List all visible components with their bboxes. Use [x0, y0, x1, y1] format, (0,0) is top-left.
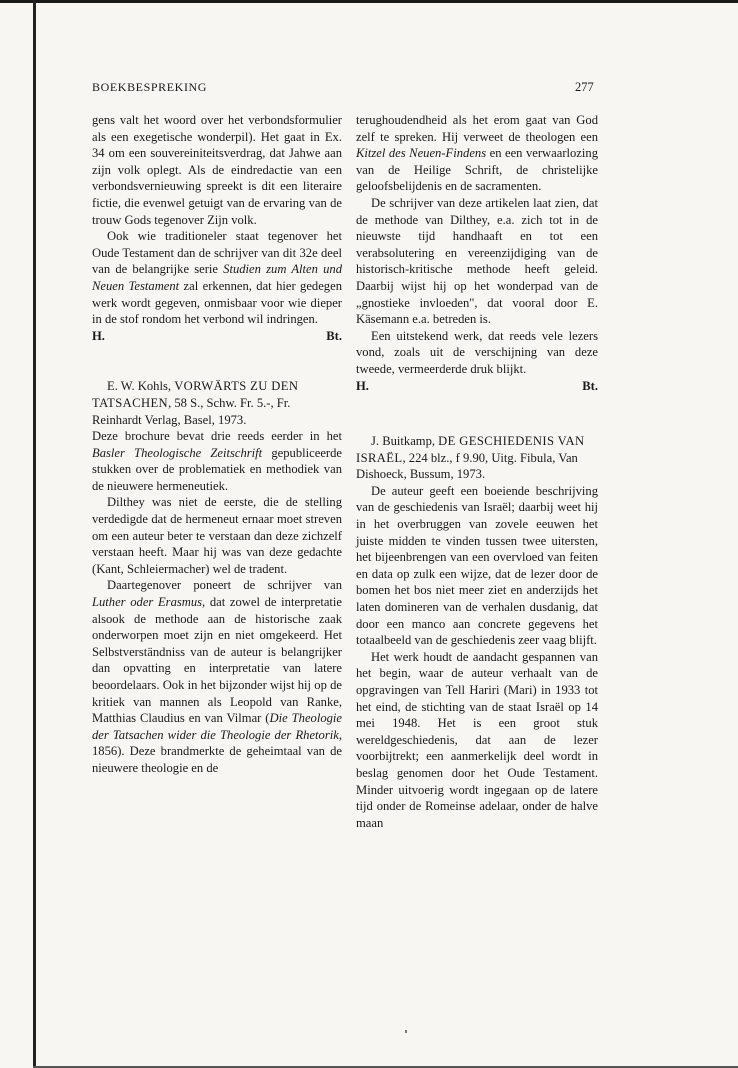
review2-cont-paragraph-3: Een uitstekend werk, dat reeds vele lezers vond, zoals uit de verschijning van deze tweede, vermeerderde druk blijkt. — [356, 328, 598, 376]
review3-paragraph-2: Het werk houdt de aandacht gespannen van het begin, waar de auteur verhaalt van de opgravingen van Tell Hariri (Mari) in 1933 tot het eind, de stichting van de staat Israël op 14 mei 1948. Het is een groot stuk wereldgeschiedenis, dat aan de lezer voorbijtrekt; een aanmerkelijk deel wordt in beslag genomen door het Oude Testament. Minder uitvoerig wordt ingegaan op de latere tijd onder de Romeinse adelaar, onder de halve maan — [356, 649, 598, 830]
quoted-phrase: Kitzel des Neuen-Findens — [356, 146, 487, 161]
signature-abbrev: Bt. — [582, 378, 598, 393]
review3-author: J. Buitkamp, — [371, 434, 439, 449]
text-run: dat zowel de interpretatie alsook de methode aan de historische zaak onderworpen moet zijn en niet omgekeerd. Het Selbstverständniss van de auteur is belangrijker dan opvatting en interpretatie van latere beoordelaars. Ook in het bijzonder wijst hij op de kritiek van mannen als Leopold van Ranke, Matthias Claudius en van Vilmar ( — [92, 595, 343, 726]
review2-cont-paragraph-2: De schrijver van deze artikelen laat zien, dat de methode van Dilthey, e.a. zich tot in de nieuwste tijd handhaaft en tot een verabsolutering en vereenzijdiging van de historisch-kritische methode heeft geleid. Daarbij wijst hij op het wonderpad van de „gnostieke invloeden", dat vooral door E. Käsemann e.a. betreden is. — [356, 195, 598, 327]
series-title: Studien zum Alten und Neuen Testament — [92, 262, 342, 293]
running-head: BOEKBESPREKING — [92, 80, 208, 94]
review3-heading — [356, 433, 598, 483]
text-run: gepubliceerde stukken over de problematiek en methodiek van de nieuwere hermeneutiek. — [92, 445, 342, 493]
text-run: terughoudendheid als het erom gaat van God zelf te spreken. Hij verweet de theologen een — [356, 113, 598, 144]
signature-initial: H. — [92, 328, 105, 343]
spacer — [356, 394, 598, 433]
signature-initial: H. — [356, 378, 369, 393]
review3-paragraph-1: De auteur geeft een boeiende beschrijving van de geschiedenis van Israël; daarbij weet hij in het overbruggen van zovele eeuwen het juiste midden te vinden tussen twee uitersten, het bijeenbrengen van een overvloed van feiten en data op zulk een wijze, dat de lezer door de bomen het bos niet meer ziet en anderzijds het laten domineren van de verhalen dusdanig, dat door een manco aan concrete gegevens het totaalbeeld van de geschiedenis zeer vaag blijft. — [356, 483, 598, 648]
cited-book-1: Luther oder Erasmus, — [92, 595, 206, 610]
left-column — [92, 112, 342, 777]
signature-abbrev: Bt. — [326, 328, 342, 343]
scan-edge-top — [0, 0, 738, 3]
review2-details: , 58 S., Schw. Fr. 5.-, Fr. Reinhardt Verlag, Basel, 1973. — [92, 395, 291, 427]
text-run: en een verwaarlozing van de Heilige Schrift, de christelijke geloofsbelijdenis en de sacramenten. — [356, 146, 598, 194]
text-run: Ook wie traditioneler staat tegenover het Oude Testament dan de schrijver van dit 32e deel van de belangrijke serie — [92, 229, 342, 277]
journal-title: Basler Theologische Zeitschrift — [92, 445, 263, 460]
review1-paragraph-1: gens valt het woord over het verbondsformulier als een exegetische wonderpil). Het gaat in Ex. 34 om een souvereiniteitsverdrag, dat Jahwe aan zijn volk oplegt. Als de eindredactie van een verbondsvernieuwing spreekt is dit een literaire fictie, die evenwel getuigt van de ervaring van de trouw Gods tegenover Zijn volk. — [92, 113, 342, 227]
review2-cont-paragraph-1 — [356, 112, 598, 195]
review1-signature — [92, 328, 342, 345]
review3-book-title: DE GESCHIEDENIS VAN ISRAËL — [356, 434, 585, 465]
review2-signature — [356, 378, 598, 395]
spacer — [92, 344, 342, 378]
review2-heading — [92, 378, 342, 428]
text-run: zal erkennen, dat hier gedegen werk wordt gegeven, onmisbaar voor wie dieper in de stof rondom het verbond wil indringen. — [92, 278, 342, 327]
cited-book-2: Die Theologie der Tatsachen wider die Theologie der Rhetorik, — [92, 711, 343, 742]
review2-paragraph-2: Dilthey was niet de eerste, die de stelling verdedigde dat de hermeneut ernaar moet streven om een auteur beter te verstaan dan deze zichzelf verstaan heeft. Maar hij was van deze gedachte (Kant, Schleiermacher) wel de tradent. — [92, 495, 342, 576]
text-run: Deze brochure bevat drie reeds eerder in het — [92, 429, 342, 444]
text-run: Daartegenover poneert de schrijver van — [107, 578, 342, 593]
review2-book-title: VORWÄRTS ZU DEN TATSACHEN — [92, 379, 299, 410]
review3-details: , 224 blz., f 9.90, Uitg. Fibula, Van Dishoeck, Bussum, 1973. — [356, 450, 578, 482]
review2-paragraph-3 — [92, 577, 342, 776]
right-column — [356, 112, 598, 831]
scan-edge-left — [33, 0, 36, 1068]
review1-paragraph-2 — [92, 228, 342, 328]
text-run: 1856). Deze brandmerkte de geheimtaal van de nieuwere theologie en de — [92, 744, 342, 775]
page-number: 277 — [575, 80, 594, 94]
scan-speck — [405, 1030, 407, 1033]
review2-author: E. W. Kohls, — [107, 379, 175, 394]
review2-paragraph-1 — [92, 428, 342, 494]
